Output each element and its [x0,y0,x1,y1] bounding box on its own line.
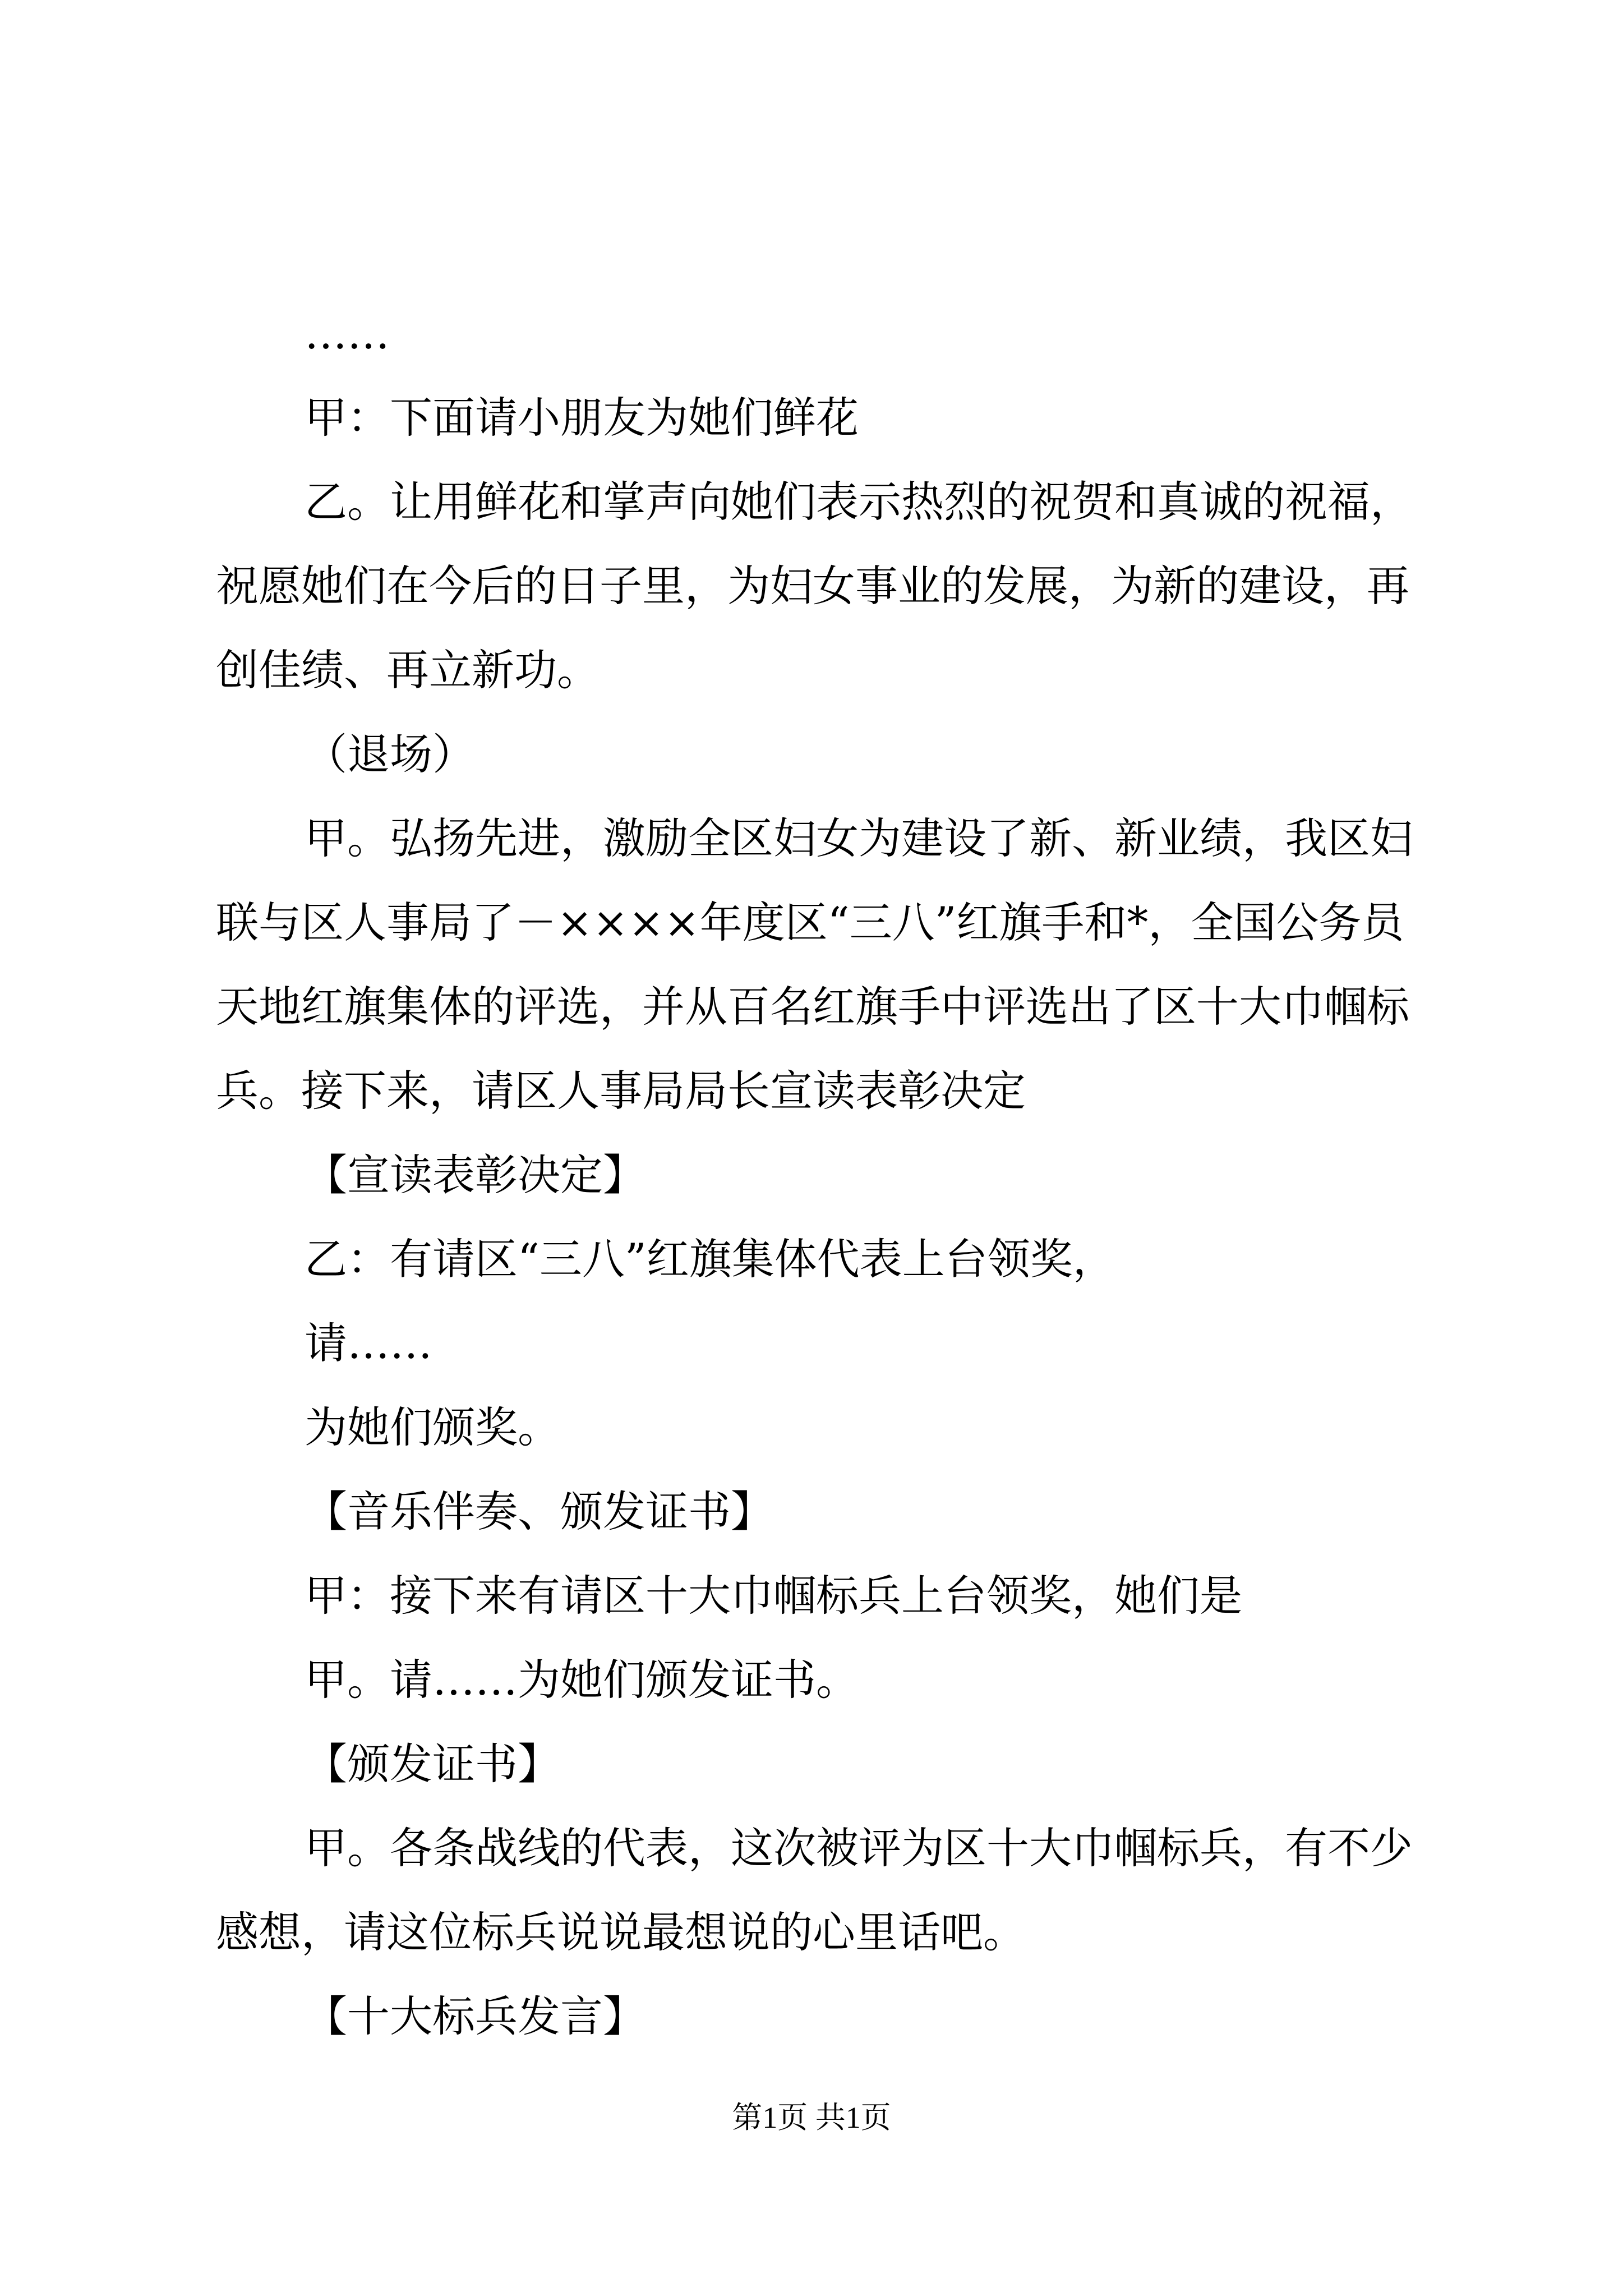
paragraph-congratulations: 乙。让用鲜花和掌声向她们表示热烈的祝贺和真诚的祝福，祝愿她们在今后的日子里，为妇女事业的发展，为新的建设，再创佳绩、再立新功。 [216,477,1413,695]
paragraph-please: 请…… [305,1318,432,1368]
paragraph-pacesetters-award: 甲：接下来有请区十大巾帼标兵上台领奖，她们是 [305,1571,1242,1621]
paragraph-representatives: 甲。各条战线的代表，这次被评为区十大巾帼标兵，有不少感想，请这位标兵说说最想说的心里话吧。 [216,1823,1413,1957]
paragraph-ellipsis: …… [305,309,390,358]
paragraph-selection: 甲。弘扬先进，激励全区妇女为建设了新、新业绩，我区妇联与区人事局了－××××年度区“三八”红旗手和*，全国公务员天地红旗集体的评选，并从百名红旗手中评选出了区十大巾帼标兵。接下来，请区人事局局长宣读表彰决定 [216,813,1413,1116]
page-footer: 第1页 共1页 [732,2101,891,2134]
paragraph-certificates: 【颁发证书】 [305,1739,560,1789]
paragraph-present-award: 为她们颁奖。 [305,1402,560,1452]
paragraph-music-certificates: 【音乐伴奏、颁发证书】 [305,1487,773,1536]
paragraph-read-decision: 【宣读表彰决定】 [305,1150,645,1200]
paragraph-exit: （退场） [305,729,475,779]
paragraph-flowers: 甲：下面请小朋友为她们鲜花 [305,393,859,443]
paragraph-speech: 【十大标兵发言】 [305,1991,645,2041]
paragraph-collective-award: 乙：有请区“三八”红旗集体代表上台领奖， [305,1234,1115,1284]
paragraph-issue-certificates: 甲。请……为她们颁发证书。 [305,1655,859,1705]
